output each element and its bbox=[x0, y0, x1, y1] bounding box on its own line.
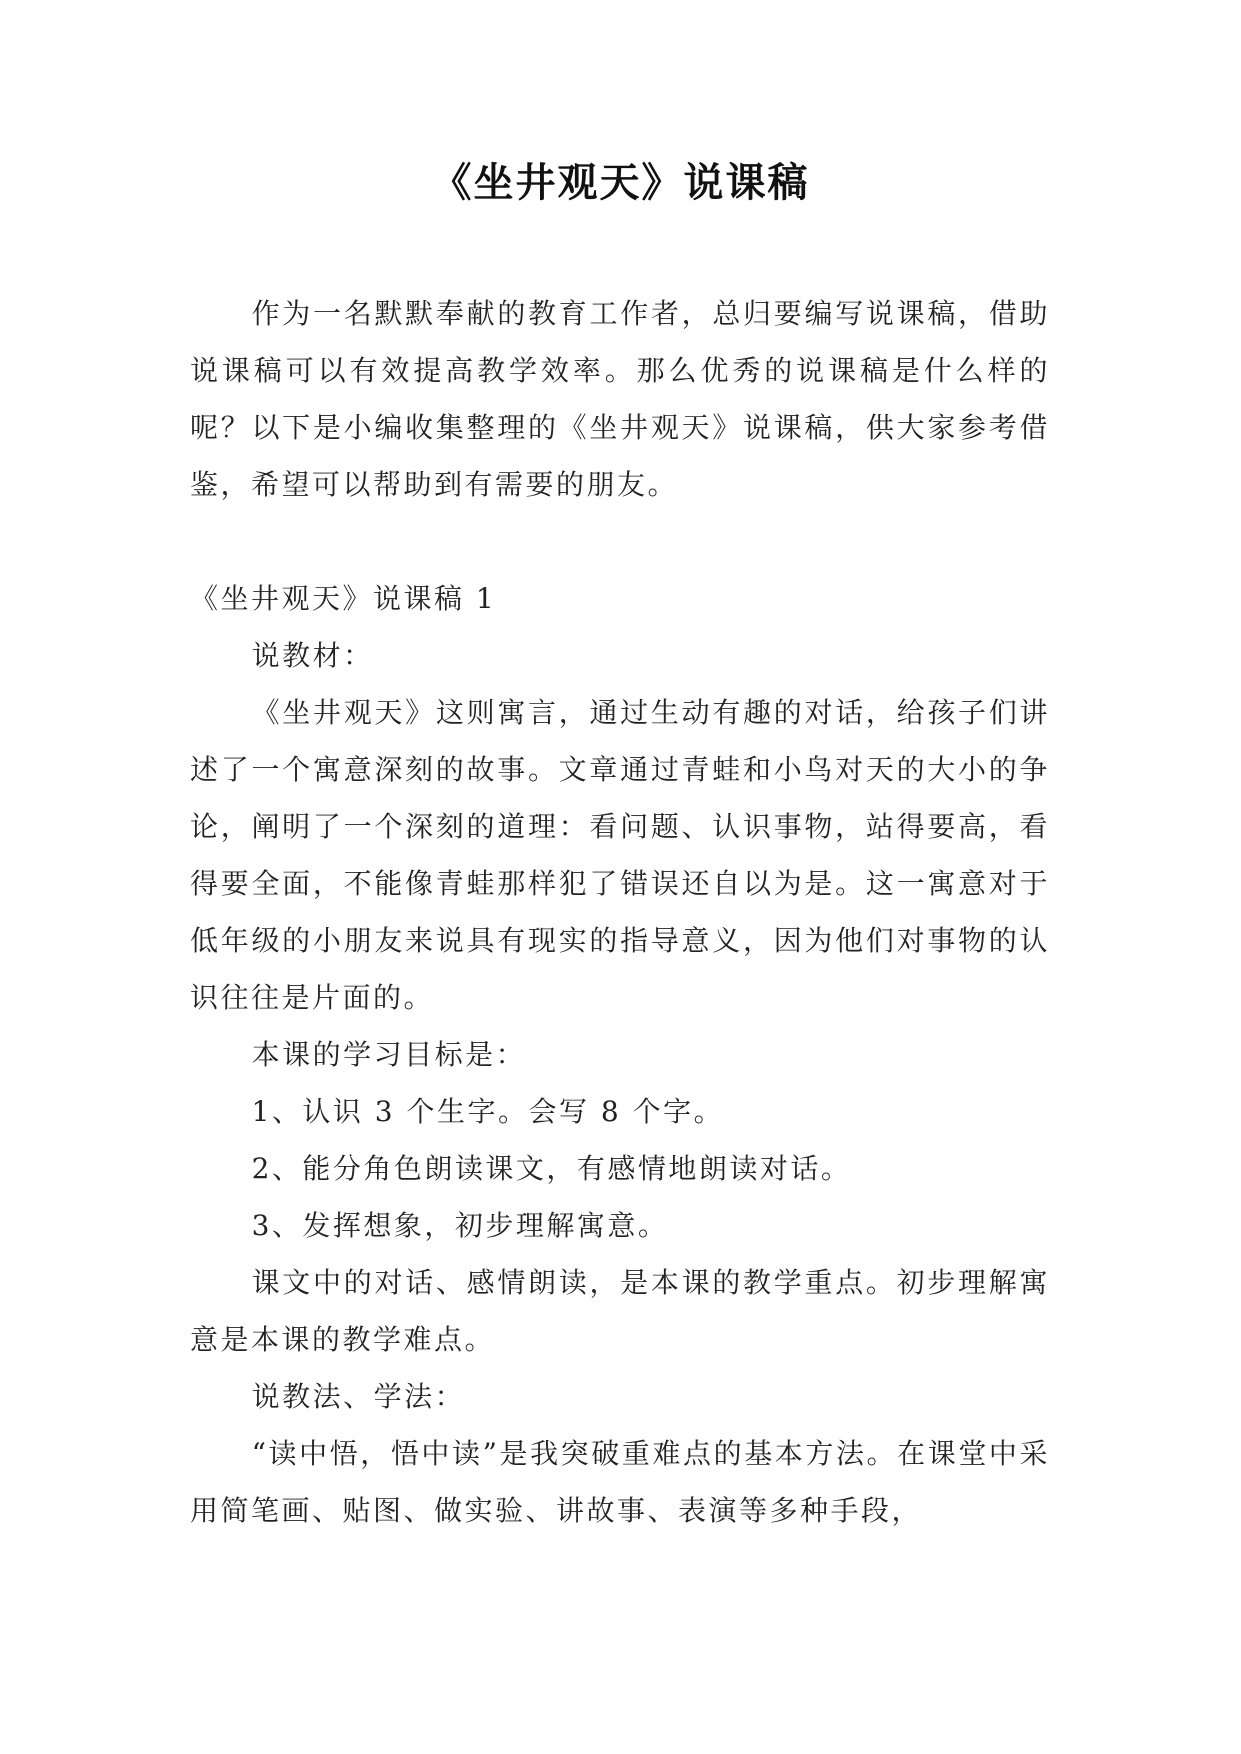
body-paragraph: 本课的学习目标是： bbox=[251, 1038, 527, 1071]
list-item: 3、发挥想象，初步理解寓意。 bbox=[251, 1209, 669, 1242]
document-title: 《坐井观天》说课稿 bbox=[431, 160, 810, 206]
section-heading: 《坐井观天》说课稿 1 bbox=[190, 582, 497, 615]
intro-paragraph: 作为一名默默奉献的教育工作者，总归要编写说课稿，借助说课稿可以有效提高教学效率。那么优秀的说课稿是什么样的呢？以下是小编收集整理的《坐井观天》说课稿，供大家参考借鉴，希望可以帮助到有需要的朋友。 bbox=[190, 297, 1050, 501]
list-item: 1、认识 3 个生字。会写 8 个字。 bbox=[251, 1095, 725, 1128]
body-paragraph: 说教法、学法： bbox=[251, 1380, 466, 1413]
body-paragraph: 课文中的对话、感情朗读，是本课的教学重点。初步理解寓意是本课的教学难点。 bbox=[190, 1266, 1050, 1356]
body-paragraph: 说教材： bbox=[251, 639, 374, 672]
list-item: 2、能分角色朗读课文，有感情地朗读对话。 bbox=[251, 1152, 852, 1185]
document-body bbox=[190, 285, 1050, 1539]
body-paragraph: “读中悟，悟中读”是我突破重难点的基本方法。在课堂中采用简笔画、贴图、做实验、讲故事、表演等多种手段， bbox=[190, 1437, 1050, 1527]
body-paragraph: 《坐井观天》这则寓言，通过生动有趣的对话，给孩子们讲述了一个寓意深刻的故事。文章通过青蛙和小鸟对天的大小的争论，阐明了一个深刻的道理：看问题、认识事物，站得要高，看得要全面，不能像青蛙那样犯了错误还自以为是。这一寓意对于低年级的小朋友来说具有现实的指导意义，因为他们对事物的认识往往是片面的。 bbox=[190, 696, 1050, 1014]
paragraph-spacer bbox=[190, 513, 1050, 570]
